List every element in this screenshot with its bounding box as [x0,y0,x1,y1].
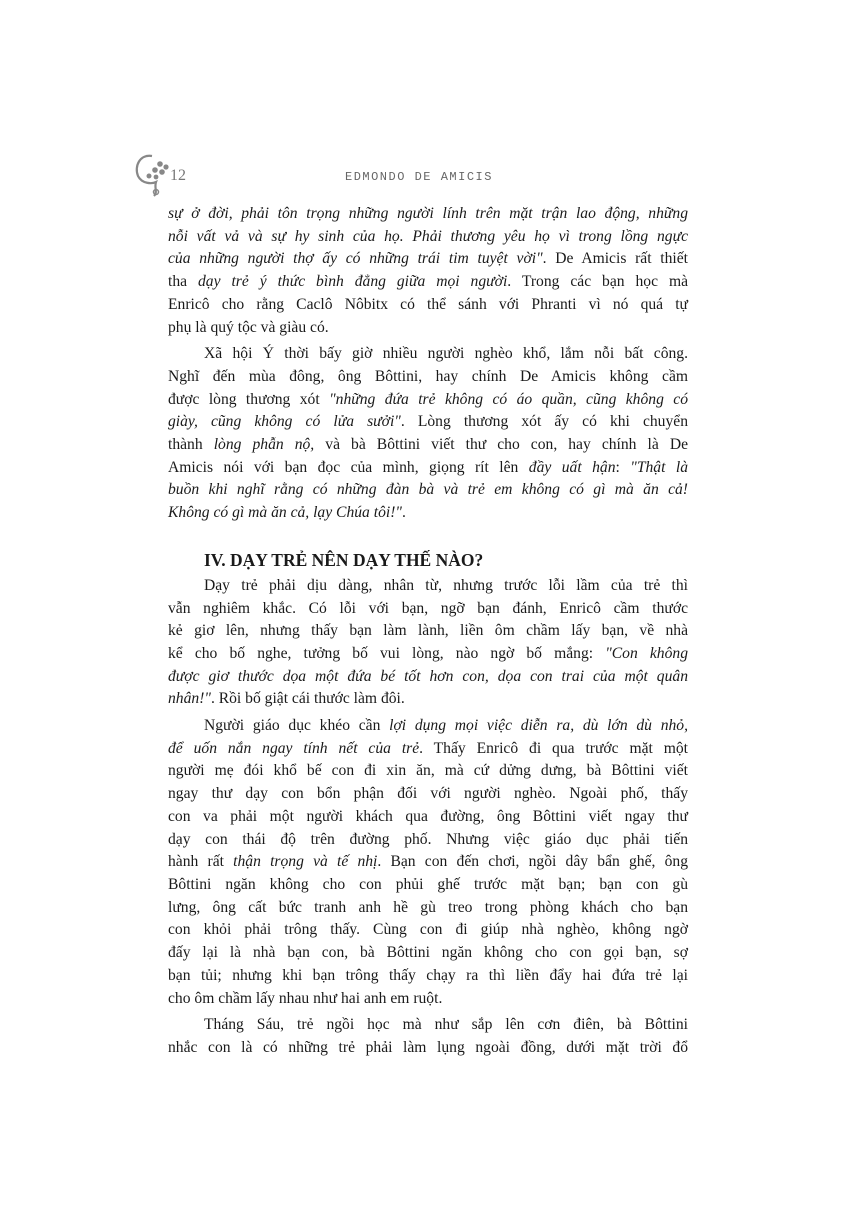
text: . Lòng thương xót ấy có khi chuyển [400,413,688,431]
text-line [168,294,688,317]
text: người mẹ đói khổ bế con đi xin ăn, mà cứ dửng dưng, bà Bôttini viết [168,762,688,780]
italic-text: buồn khi nghĩ rằng có những đàn bà và trẻ em không có gì mà ăn cả! [168,481,688,499]
text-line [168,851,688,874]
text: Xã hội Ý thời bấy giờ nhiều người nghèo khổ, lắm nỗi bất công. [204,345,688,363]
page-number: 12 [170,167,186,184]
text: con khỏi phải trông thấy. Cùng con đi giúp nhà nghèo, không ngờ [168,921,688,939]
text: đấy lại là nhà bạn con, bà Bôttini ngăn không cho con gọi bạn, sợ [168,944,688,962]
text-line [168,643,688,666]
text-line [168,502,688,525]
text-line [168,715,688,738]
text-line [168,248,688,271]
italic-text: dạy trẻ ý thức bình đẳng giữa mọi người [198,273,508,291]
text: ngay thư dạy con bổn phận đối với người nghèo. Ngoài phố, thấy [168,785,688,803]
text: : [615,458,631,476]
text: . Bạn con đến chơi, ngồi dây bẩn ghế, ông [377,853,688,871]
text: kể cho bố nghe, tưởng bố vui lòng, nào ngờ bố mắng: [168,644,606,662]
text: . De Amicis rất thiết [542,250,688,268]
italic-text: để uốn nắn ngay tính nết của trẻ [168,739,420,757]
text-line [168,411,688,434]
text-line [168,434,688,457]
text: lưng, ông cất bức tranh anh hề gù treo trong phòng khách cho bạn [168,898,688,916]
text: Enricô cho rằng Caclô Nôbitx có thể sánh với Phranti vì nó quá tự [168,295,688,313]
text: phụ là quý tộc và giàu có. [168,318,329,336]
text-line [168,829,688,852]
text: . Thấy Enricô đi qua trước mặt một [419,739,688,757]
text: hành rất [168,853,234,871]
italic-text: đầy uất hận [528,458,616,476]
section-after [168,575,688,1060]
text-line [168,317,688,340]
italic-text: sự ở đời, phải tôn trọng những người lính trên mặt trận lao động, những [168,205,688,222]
text-line [168,457,688,480]
text-line [168,226,688,249]
text-line [168,598,688,621]
text-line [168,389,688,412]
text-line [168,988,688,1011]
text: Bôttini ngăn không cho con phủi ghế trước mặt bạn; bạn con gù [168,875,688,893]
italic-text: lòng phẫn nộ, [213,436,315,454]
text: vẫn nghiêm khắc. Có lỗi với bạn, ngỡ bạn đánh, Enricô cầm thước [168,599,688,617]
running-head: EDMONDO DE AMICIS [345,170,493,184]
text: . [401,504,406,522]
text-line [168,806,688,829]
text-line [168,366,688,389]
publisher-ornament-icon [134,152,174,198]
text: Nghĩ đến mùa đông, ông Bôttini, hay chính De Amicis không cầm [168,367,688,385]
italic-text: được giơ thước dọa một đứa bé tốt hơn con, dọa con trai của một quân [168,667,688,685]
section-heading: IV. DẠY TRẺ NÊN DẠY THẾ NÀO? [204,549,484,570]
text-line [168,760,688,783]
text-line [168,738,688,761]
text: được lòng thương xót [168,390,330,408]
italic-text: nhân!" [168,690,211,708]
text-line [168,1037,688,1060]
text: Amicis nói với bạn đọc của mình, giọng rít lên [168,458,529,476]
paragraph [168,343,688,525]
text: . Trong các bạn học mà [507,273,689,291]
text: và bà Bôttini viết thư cho con, hay chính là De [314,436,689,454]
text-line [168,666,688,689]
text: nhắc con là có những trẻ phải làm lụng ngoài đồng, dưới mặt trời đổ [168,1038,688,1056]
text: . Rồi bố giật cái thước làm đôi. [210,690,405,708]
paragraph [168,203,688,339]
text: dạy con thái độ trên đường phố. Nhưng việc giáo dục phải tiến [168,830,688,848]
text-line [168,783,688,806]
text: cho ôm chầm lấy nhau như hai anh em ruột. [168,989,443,1007]
text-line [168,1014,688,1037]
text-line [168,575,688,598]
italic-text: thận trọng và tế nhị [233,853,378,871]
text-line [168,919,688,942]
paragraph [168,715,688,1010]
text-line [168,965,688,988]
text-line [168,343,688,366]
text-line [168,942,688,965]
text-line [168,874,688,897]
text: thành [168,436,214,454]
text: Người giáo dục khéo cần [204,717,390,735]
text-line [168,203,688,226]
paragraph [168,575,688,711]
text: tha [168,273,198,291]
italic-text: "Con không [605,644,688,662]
italic-text: lợi dụng mọi việc diễn ra, dù lớn dù nhỏ, [389,717,688,735]
text-line [168,897,688,920]
text: bạn tủi; nhưng khi bạn trông thấy chạy ra thì liền đẩy hai đứa trẻ lại [168,966,688,984]
text: kẻ giơ lên, nhưng thấy bạn làm lành, liền ôm chầm lấy bạn, về nhà [168,622,688,640]
italic-text: giày, cũng không có lửa sưởi" [168,413,401,431]
text: Tháng Sáu, trẻ ngồi học mà như sắp lên cơn điên, bà Bôttini [204,1016,688,1034]
text-line [168,620,688,643]
text-line [168,479,688,502]
italic-text: "Thật là [630,458,688,476]
page-body [168,203,688,1060]
section-before [168,203,688,525]
text-line [168,271,688,294]
paragraph [168,1014,688,1059]
text: Dạy trẻ phải dịu dàng, nhân từ, nhưng trước lỗi lầm của trẻ thì [204,576,688,594]
italic-text: "những đứa trẻ không có áo quần, cũng không có [329,390,688,408]
text-line [168,688,688,711]
italic-text: Không có gì mà ăn cả, lạy Chúa tôi!" [168,504,402,522]
italic-text: nỗi vất vả và sự hy sinh của họ. Phải thương yêu họ vì trong lồng ngực [168,227,688,245]
text: con va phải một người khách qua đường, ông Bôttini viết ngay thư [168,807,688,825]
italic-text: của những người thợ ấy có những trái tim tuyệt vời" [168,250,543,268]
